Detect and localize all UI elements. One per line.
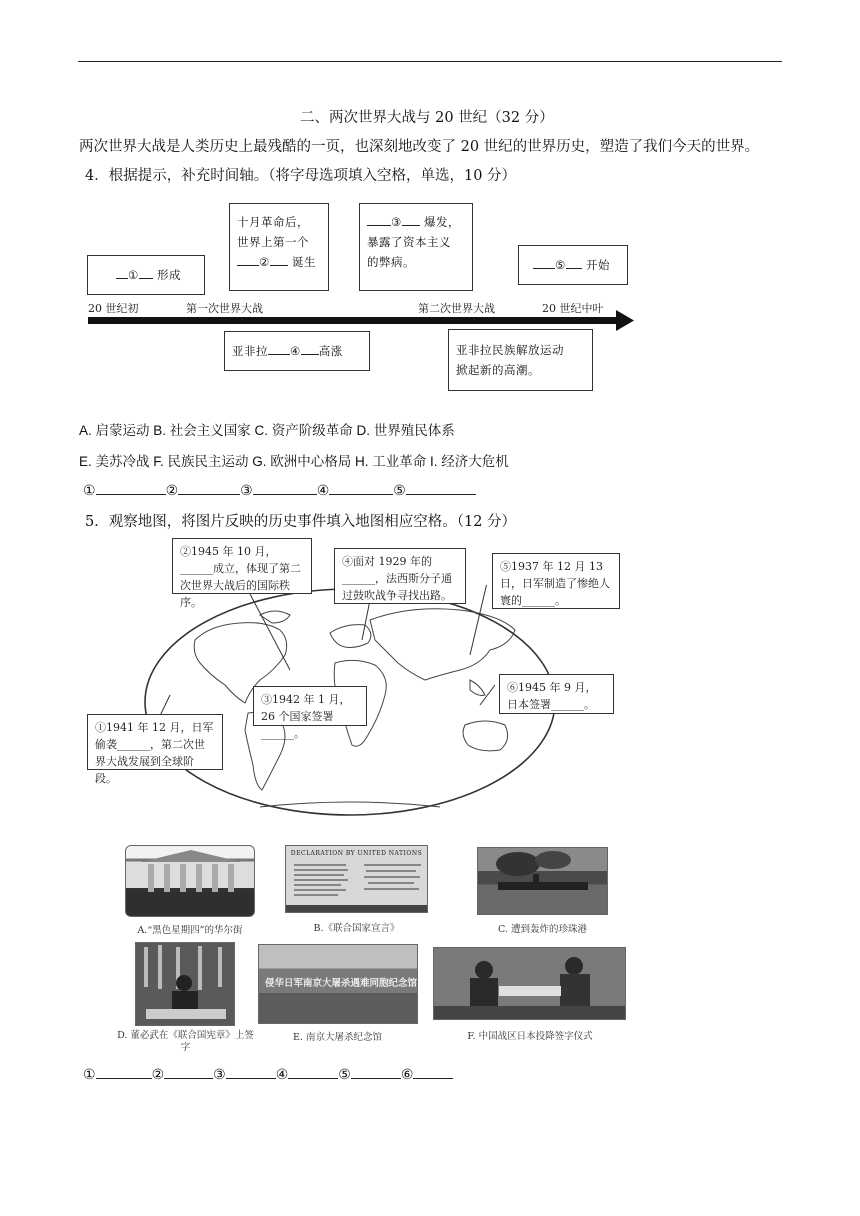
q5-answer-blank-5[interactable] (351, 1064, 401, 1079)
box-3-suffix: 爆发， (423, 215, 460, 229)
q4-answer-mark-5: ⑤ (393, 483, 406, 499)
q4-options-line2: E. 美苏冷战 F. 民族民主运动 G. 欧洲中心格局 H. 工业革命 I. 经济大危机 (79, 454, 509, 469)
box-2-line2: 世界上第一个 (237, 235, 309, 249)
photo-japan-surrender (433, 947, 626, 1020)
q5-answer-mark-4: ④ (275, 1067, 289, 1083)
box-1-text: 形成 (156, 268, 181, 282)
photo-wall-street (125, 845, 255, 917)
q4-answer-blank-3[interactable] (253, 480, 317, 495)
callout-4: ④面对 1929 年的______，法西斯分子通过鼓吹战争寻找出路。 (334, 548, 466, 604)
q4-answer-mark-3: ③ (240, 483, 253, 499)
box-2-suffix: 诞生 (291, 255, 316, 269)
photo-nanjing-memorial (258, 944, 418, 1024)
axis-label-20c-mid: 20 世纪中叶 (542, 302, 604, 315)
axis-label-ww1: 第一次世界大战 (186, 302, 263, 315)
blank-1-number: ① (128, 268, 139, 282)
blank-3-number: ③ (391, 215, 402, 229)
q4-answer-line (83, 480, 476, 499)
q5-answer-mark-1: ① (83, 1067, 96, 1083)
q5-answer-mark-3: ③ (213, 1067, 226, 1083)
axis-label-ww2: 第二次世界大战 (418, 302, 495, 315)
callout-2: ②1945 年 10 月，______成立，体现了第二次世界大战后的国际秩序。 (172, 538, 312, 594)
photo-pearl-harbor (477, 847, 608, 915)
caption-c: C. 遭到轰炸的珍珠港 (498, 924, 587, 935)
box-6-line2: 掀起新的高潮。 (456, 363, 540, 377)
section-intro: 两次世界大战是人类历史上最残酷的一页，也深刻地改变了 20 世纪的世界历史，塑造了我们今天的世界。 (79, 139, 760, 155)
blank-4-number: ④ (290, 344, 301, 358)
q5-answer-blank-1[interactable] (96, 1064, 152, 1079)
q4-answer-blank-2[interactable] (178, 480, 240, 495)
callout-6: ⑥1945 年 9 月，日本签署______。 (499, 674, 614, 714)
timeline-box-3 (359, 203, 473, 291)
box-3-line2: 暴露了资本主义 (367, 235, 451, 249)
q5-answer-line (83, 1064, 453, 1083)
blank-5-number: ⑤ (555, 258, 566, 272)
box-4-prefix: 亚非拉 (232, 344, 268, 358)
q5-answer-blank-6[interactable] (413, 1064, 453, 1079)
blank-2-number: ② (259, 255, 270, 269)
q4-prompt: 4．根据提示，补充时间轴。（将字母选项填入空格，单选，10 分） (85, 168, 517, 184)
timeline-box-5 (518, 245, 628, 285)
q4-options-line1: A. 启蒙运动 B. 社会主义国家 C. 资产阶级革命 D. 世界殖民体系 (79, 423, 455, 438)
q4-answer-blank-5[interactable] (406, 480, 476, 495)
caption-e: E. 南京大屠杀纪念馆 (293, 1032, 382, 1043)
timeline-box-2 (229, 203, 329, 291)
callout-3: ③1942 年 1 月，26 个国家签署______。 (253, 686, 367, 726)
caption-b: B.《联合国家宣言》 (313, 923, 400, 934)
section-title: 二、两次世界大战与 20 世纪（32 分） (300, 110, 554, 126)
callout-5: ⑤1937 年 12 月 13 日，日军制造了惨绝人寰的______。 (492, 553, 620, 609)
timeline-box-1 (87, 255, 205, 295)
photo-declaration (285, 845, 428, 913)
axis-label-20c-start: 20 世纪初 (88, 302, 139, 315)
q5-answer-mark-6: ⑥ (400, 1067, 414, 1083)
q5-answer-mark-2: ② (151, 1067, 165, 1083)
box-2-line1: 十月革命后， (237, 215, 309, 229)
q5-answer-blank-3[interactable] (226, 1064, 276, 1079)
caption-d: D. 董必武在《联合国宪章》上签字 (117, 1030, 254, 1053)
timeline-box-4 (224, 331, 370, 371)
q4-answer-blank-1[interactable] (96, 480, 166, 495)
box-5-text: 开始 (585, 258, 610, 272)
declaration-header: DECLARATION BY UNITED NATIONS (290, 850, 423, 857)
q5-answer-mark-5: ⑤ (338, 1067, 351, 1083)
box-3-line3: 的弊病。 (367, 255, 415, 269)
timeline-box-6 (448, 329, 593, 391)
header-rule (78, 61, 782, 62)
q4-answer-mark-1: ① (83, 483, 96, 499)
caption-a: A.“黑色星期四”的华尔街 (137, 925, 243, 936)
q5-answer-blank-2[interactable] (164, 1064, 213, 1079)
q5-answer-blank-4[interactable] (288, 1064, 338, 1079)
q4-answer-blank-4[interactable] (329, 480, 393, 495)
q4-answer-mark-2: ② (165, 483, 179, 499)
photo-dong-biwu (135, 942, 235, 1026)
caption-f: F. 中国战区日本投降签字仪式 (467, 1031, 593, 1042)
callout-1: ①1941 年 12 月，日军偷袭______，第二次世界大战发展到全球阶段。 (87, 714, 223, 770)
q4-answer-mark-4: ④ (316, 483, 330, 499)
memorial-sign: 侵华日军南京大屠杀遇难同胞纪念馆 (265, 978, 418, 989)
box-4-suffix: 高涨 (318, 344, 343, 358)
q5-prompt: 5．观察地图，将图片反映的历史事件填入地图相应空格。（12 分） (85, 514, 517, 530)
box-6-line1: 亚非拉民族解放运动 (456, 343, 564, 357)
